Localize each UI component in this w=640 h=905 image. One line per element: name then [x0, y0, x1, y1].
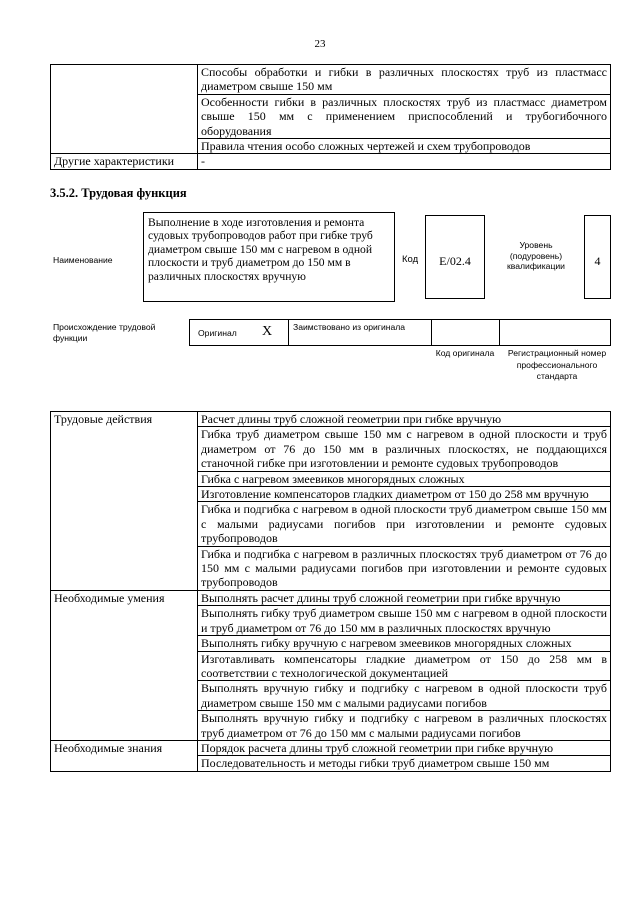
divider: [431, 320, 432, 345]
code-value: E/02.4: [439, 254, 471, 268]
origin-row: [189, 319, 611, 346]
table-cell: Порядок расчета длины труб сложной геометрии при гибке вручную: [198, 740, 611, 755]
group-label: Необходимые знания: [51, 740, 198, 771]
original-mark: X: [262, 324, 273, 339]
borrowed-label: Заимствовано из оригинала: [293, 322, 406, 332]
table-cell: Выполнять вручную гибку и подгибку с нагревом в различных плоскостях труб диаметром от 76 до 150 мм с малыми радиусами погибов: [198, 711, 611, 741]
group-label: Трудовые действия: [51, 412, 198, 591]
table-cell: Расчет длины труб сложной геометрии при гибке вручную: [198, 412, 611, 427]
knowledge-continuation-table: [50, 64, 611, 170]
table-cell: Правила чтения особо сложных чертежей и схем трубопроводов: [198, 139, 611, 154]
table-cell: Изготавливать компенсаторы гладкие диаметром от 150 до 258 мм в соответствии с технологической документацией: [198, 651, 611, 681]
table-cell: Особенности гибки в различных плоскостях труб из пластмасс диаметром свыше 150 мм с применением приспособлений и трубогибочного оборудования: [198, 94, 611, 138]
name-label: Наименование: [53, 255, 113, 265]
divider: [499, 320, 500, 345]
group-label: Необходимые умения: [51, 590, 198, 740]
function-name-box: [143, 212, 395, 302]
code-label: Код: [402, 254, 419, 265]
table-cell: Последовательность и методы гибки труб диаметром свыше 150 мм: [198, 756, 611, 771]
code-box: [425, 215, 485, 299]
level-label: Уровень (подуровень) квалификации: [507, 240, 565, 271]
table-cell: Гибка труб диаметром свыше 150 мм с нагревом в одной плоскости и труб диаметром от 76 до 150 мм в различных плоскостях, не поддающихся станочной гибке при изготовлении и ремонте судовых трубопроводов: [198, 427, 611, 471]
labor-function-table: [50, 411, 611, 772]
registration-caption: Регистрационный номер профессионального стандарта: [507, 348, 607, 381]
page-number: 23: [314, 38, 326, 50]
level-value: 4: [594, 254, 601, 268]
divider: [288, 320, 289, 345]
table-cell: Выполнять вручную гибку и подгибку с нагревом в одной плоскости труб диаметром свыше 150 мм с малыми радиусами погибов: [198, 681, 611, 711]
origin-label: Происхождение трудовой функции: [53, 322, 156, 343]
table-cell: Изготовление компенсаторов гладких диаметром от 150 до 258 мм вручную: [198, 487, 611, 502]
section-heading: 3.5.2. Трудовая функция: [50, 186, 187, 200]
function-name: Выполнение в ходе изготовления и ремонта судовых трубопроводов работ при гибке труб диаметром свыше 150 мм с нагревом в одной плоскости и труб диаметром до 150 мм в различных плоскостях вручную: [148, 216, 373, 283]
table-cell: Выполнять гибку вручную с нагревом змеевиков многорядных сложных: [198, 636, 611, 651]
table-cell: Способы обработки и гибки в различных плоскостях труб из пластмасс диаметром свыше 150 мм: [198, 65, 611, 95]
table-cell: Выполнять гибку труб диаметром свыше 150 мм с нагревом в одной плоскости и труб диаметром от 76 до 150 мм в различных плоскостях вручную: [198, 606, 611, 636]
code-caption: Код оригинала: [435, 348, 495, 358]
level-box: [584, 215, 611, 299]
table-cell: Гибка с нагревом змеевиков многорядных сложных: [198, 471, 611, 486]
table-cell-empty: [51, 65, 198, 154]
table-cell: Гибка и подгибка с нагревом в одной плоскости труб диаметром свыше 150 мм с малыми радиусами погибов при изготовлении и ремонте судовых трубопроводов: [198, 502, 611, 546]
table-cell: Гибка и подгибка с нагревом в различных плоскостях труб диаметром от 76 до 150 мм с малыми радиусами погибов при изготовлении и ремонте судовых трубопроводов: [198, 546, 611, 590]
original-label: Оригинал: [198, 328, 237, 338]
other-characteristics-label: Другие характеристики: [51, 154, 198, 169]
other-characteristics-value: -: [198, 154, 611, 169]
table-cell: Выполнять расчет длины труб сложной геометрии при гибке вручную: [198, 590, 611, 605]
